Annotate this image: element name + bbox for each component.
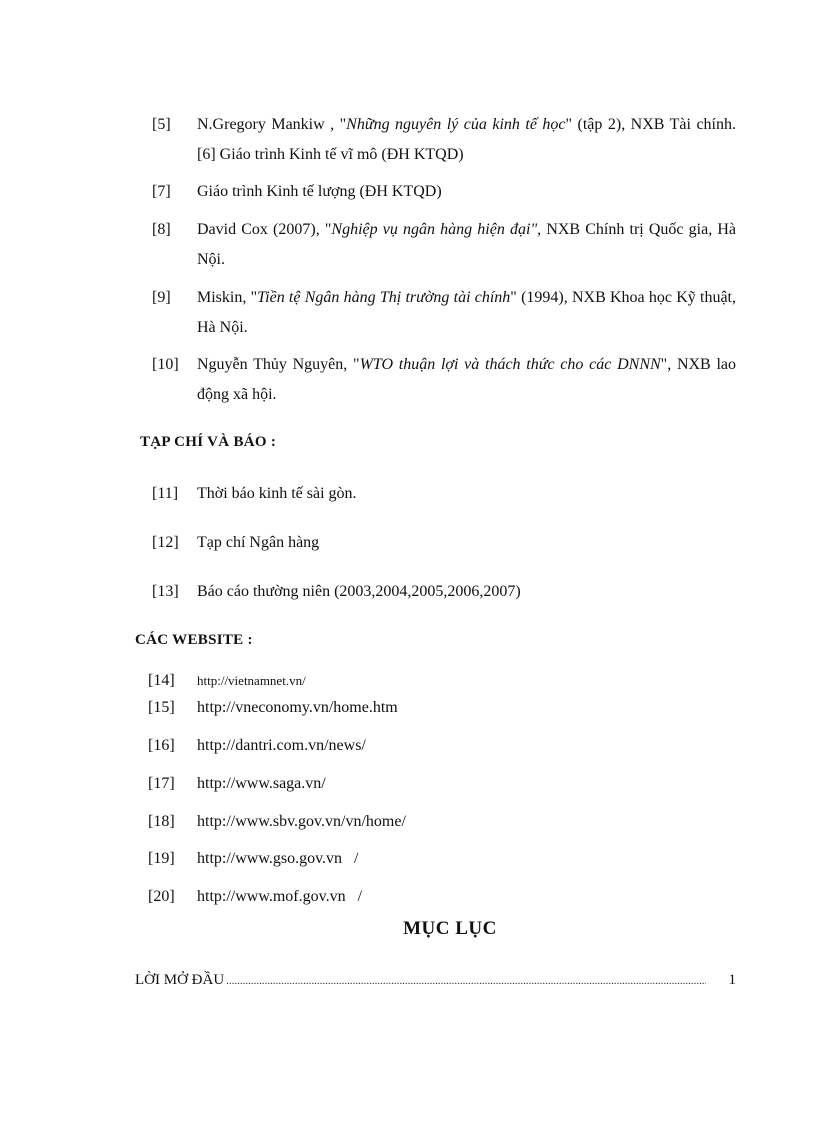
website-item bbox=[148, 670, 306, 692]
website-item bbox=[148, 811, 406, 833]
reference-title: Những nguyên lý của kinh tế học bbox=[346, 116, 566, 133]
reference-number: [19] bbox=[148, 850, 175, 867]
reference-title: WTO thuận lợi và thách thức cho các DNNN bbox=[359, 356, 661, 373]
reference-number: [18] bbox=[148, 813, 175, 830]
reference-title: Tiền tệ Ngân hàng Thị trường tài chính bbox=[257, 289, 511, 306]
website-item bbox=[148, 735, 366, 757]
reference-publisher: ", NXB lao động xã hội. bbox=[197, 356, 737, 403]
reference-publisher: " (tập 2), NXB Tài chính. [6] Giáo trình Kinh tế vĩ mô (ĐH KTQD) bbox=[197, 116, 736, 163]
reference-13 bbox=[152, 577, 736, 607]
reference-title: Nghiệp vụ ngân hàng hiện đại", bbox=[331, 221, 542, 238]
reference-number: [10] bbox=[152, 356, 179, 373]
toc-leader-dots bbox=[226, 972, 706, 989]
toc-title: MỤC LỤC bbox=[403, 918, 497, 939]
toc-entry[interactable] bbox=[135, 972, 736, 989]
website-item bbox=[148, 848, 358, 870]
website-link[interactable]: http://www.gso.gov.vn / bbox=[197, 850, 359, 867]
reference-number: [13] bbox=[152, 583, 179, 600]
reference-author: David Cox (2007), " bbox=[197, 221, 332, 238]
reference-11 bbox=[152, 479, 736, 509]
reference-text: Báo cáo thường niên (2003,2004,2005,2006,2007) bbox=[197, 583, 521, 600]
reference-number: [15] bbox=[148, 699, 175, 716]
reference-12 bbox=[152, 528, 736, 558]
reference-text: Giáo trình Kinh tế lượng (ĐH KTQD) bbox=[197, 183, 442, 200]
reference-5 bbox=[152, 110, 736, 170]
website-link[interactable]: http://dantri.com.vn/news/ bbox=[197, 737, 366, 754]
reference-number: [16] bbox=[148, 737, 175, 754]
website-link[interactable]: http://vietnamnet.vn/ bbox=[197, 673, 306, 688]
reference-number: [8] bbox=[152, 221, 171, 238]
websites-heading: CÁC WEBSITE : bbox=[135, 632, 253, 648]
reference-text: Thời báo kinh tế sài gòn. bbox=[197, 485, 357, 502]
reference-7 bbox=[152, 177, 736, 207]
website-link[interactable]: http://www.saga.vn/ bbox=[197, 775, 326, 792]
reference-author: Miskin, " bbox=[197, 289, 258, 306]
reference-author: Nguyễn Thủy Nguyên, " bbox=[197, 356, 360, 373]
website-item bbox=[148, 697, 398, 719]
reference-text: Tạp chí Ngân hàng bbox=[197, 534, 320, 551]
website-link[interactable]: http://www.sbv.gov.vn/vn/home/ bbox=[197, 813, 406, 830]
reference-number: [7] bbox=[152, 183, 171, 200]
toc-entry-label: LỜI MỞ ĐẦU bbox=[135, 972, 225, 988]
reference-number: [12] bbox=[152, 534, 179, 551]
reference-number: [20] bbox=[148, 888, 175, 905]
toc-entry-page: 1 bbox=[728, 972, 736, 988]
website-link[interactable]: http://www.mof.gov.vn / bbox=[197, 888, 363, 905]
reference-number: [5] bbox=[152, 116, 171, 133]
website-link[interactable]: http://vneconomy.vn/home.htm bbox=[197, 699, 398, 716]
reference-8 bbox=[152, 215, 736, 275]
website-item bbox=[148, 886, 362, 908]
reference-author: N.Gregory Mankiw , " bbox=[197, 116, 347, 133]
reference-9 bbox=[152, 283, 736, 343]
reference-number: [11] bbox=[152, 485, 179, 502]
website-item bbox=[148, 773, 326, 795]
reference-number: [14] bbox=[148, 672, 175, 689]
reference-number: [17] bbox=[148, 775, 175, 792]
reference-number: [9] bbox=[152, 289, 171, 306]
journals-heading: TẠP CHÍ VÀ BÁO : bbox=[140, 434, 277, 450]
reference-10 bbox=[152, 350, 736, 410]
reference-publisher: NXB Chính trị Quốc gia, Hà Nội. bbox=[197, 221, 737, 268]
reference-publisher: " (1994), NXB Khoa học Kỹ thuật, Hà Nội. bbox=[197, 289, 737, 336]
